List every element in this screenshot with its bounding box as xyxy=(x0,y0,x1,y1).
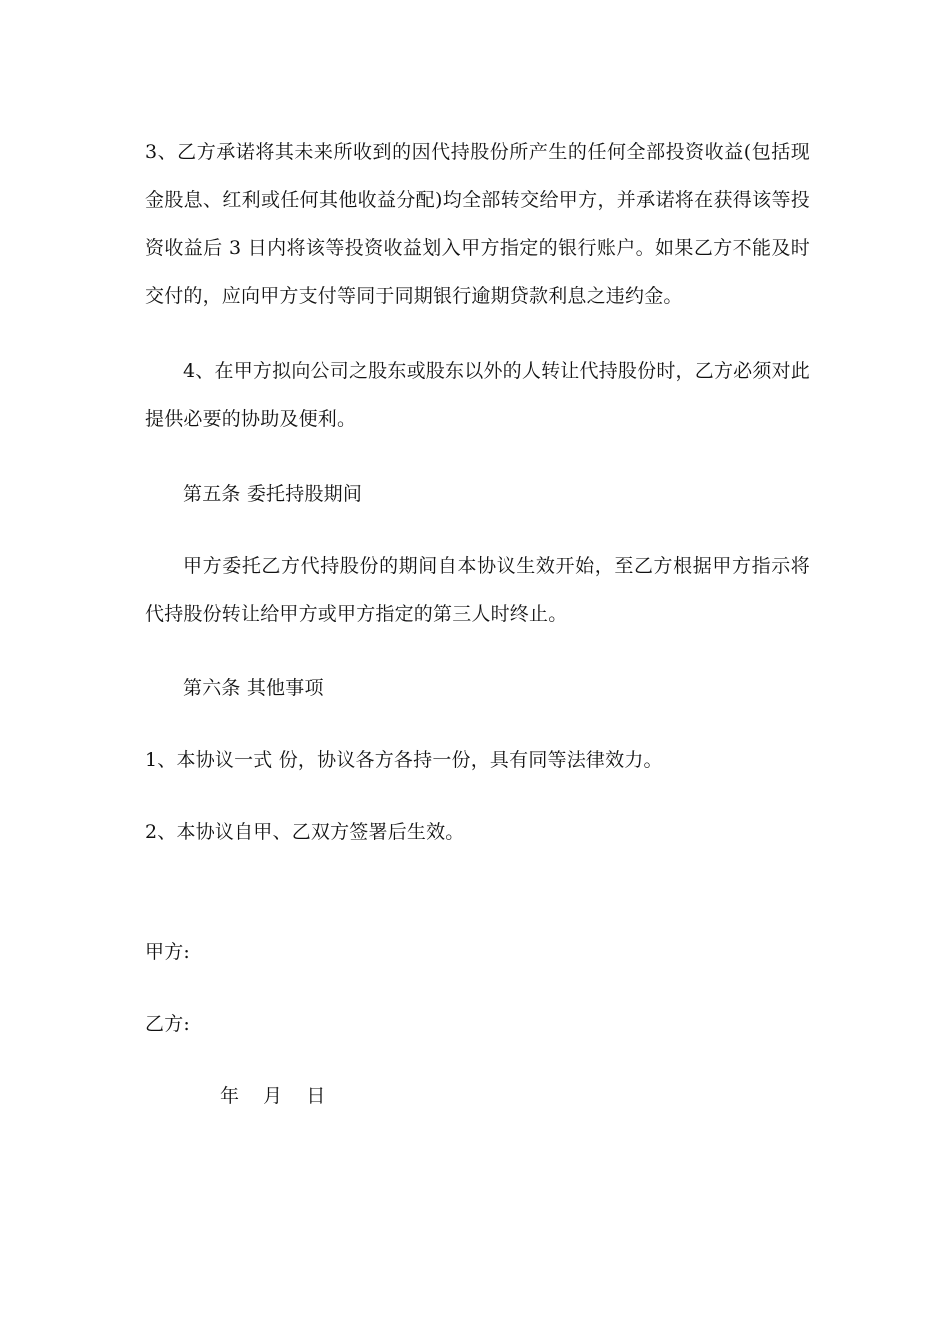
article-6-item-1: 1、本协议一式 份，协议各方各持一份，具有同等法律效力。 xyxy=(145,749,663,771)
article-6-item-2: 2、本协议自甲、乙双方签署后生效。 xyxy=(145,821,465,843)
article-6-heading: 第六条 其他事项 xyxy=(183,677,324,699)
party-a-signature-label: 甲方: xyxy=(145,941,191,963)
article-5-heading: 第五条 委托持股期间 xyxy=(183,483,363,505)
party-b-signature-label: 乙方: xyxy=(145,1013,191,1035)
clause-3: 3、乙方承诺将其未来所收到的因代持股份所产生的任何全部投资收益(包括现金股息、红利或任何其他收益分配)均全部转交给甲方，并承诺将在获得该等投资收益后 3 日内将该等投资收益划入甲方指定的银行账户。如果乙方不能及时交付的，应向甲方支付等同于同期银行逾期贷款利息之违约金。 xyxy=(145,141,810,307)
clause-4: 4、在甲方拟向公司之股东或股东以外的人转让代持股份时，乙方必须对此提供必要的协助及便利。 xyxy=(145,360,810,430)
date-line: 年 月 日 xyxy=(220,1085,326,1107)
article-5-body: 甲方委托乙方代持股份的期间自本协议生效开始，至乙方根据甲方指示将代持股份转让给甲方或甲方指定的第三人时终止。 xyxy=(145,555,810,625)
